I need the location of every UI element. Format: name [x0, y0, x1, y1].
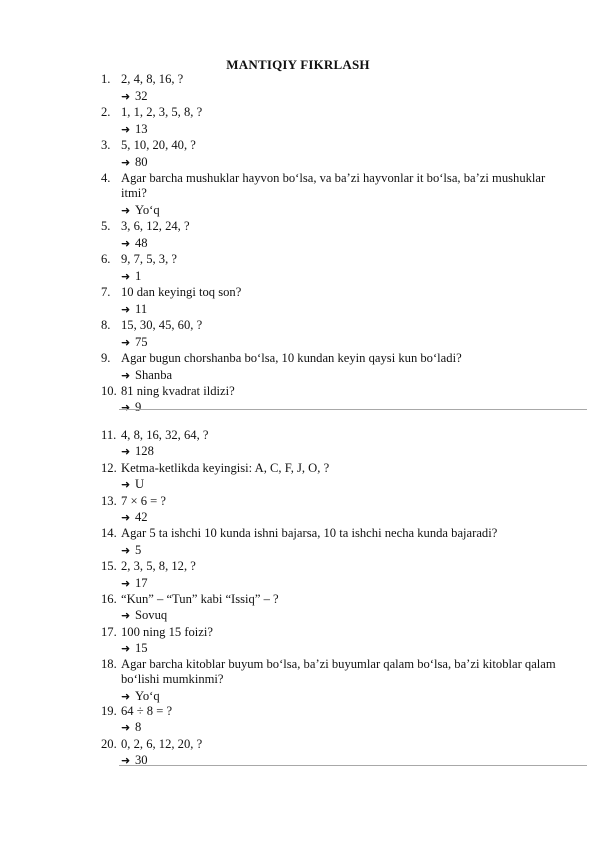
- answer-text: 30: [135, 753, 148, 767]
- arrow-right-icon: ➜: [121, 303, 131, 316]
- answer-text: 80: [135, 155, 148, 169]
- question-number: 6.: [101, 252, 111, 266]
- section-divider: [119, 765, 587, 766]
- arrow-right-icon: ➜: [121, 690, 131, 703]
- question-text: 7 × 6 = ?: [121, 494, 166, 508]
- question-text: 4, 8, 16, 32, 64, ?: [121, 428, 209, 442]
- question-number: 14.: [101, 526, 117, 540]
- question-text: 81 ning kvadrat ildizi?: [121, 384, 235, 398]
- question-number: 16.: [101, 592, 117, 606]
- answer-text: 32: [135, 89, 148, 103]
- question-text: Agar 5 ta ishchi 10 kunda ishni bajarsa, 10 ta ishchi necha kunda bajaradi?: [121, 526, 498, 540]
- question-text: 15, 30, 45, 60, ?: [121, 318, 203, 332]
- question-number: 11.: [101, 428, 117, 442]
- answer-text: Shanba: [135, 368, 173, 382]
- arrow-right-icon: ➜: [121, 237, 131, 250]
- answer-line: [121, 510, 148, 525]
- answer-line: [121, 155, 148, 170]
- answer-line: [121, 302, 147, 317]
- answer-text: U: [135, 477, 145, 491]
- page-title: MANTIQIY FIKRLASH: [226, 57, 370, 72]
- question-text: 1, 1, 2, 3, 5, 8, ?: [121, 105, 203, 119]
- answer-text: 9: [135, 400, 142, 414]
- question-text: 100 ning 15 foizi?: [121, 625, 213, 639]
- answer-line: [121, 368, 172, 383]
- answer-line: [121, 335, 148, 350]
- answer-text: 8: [135, 720, 142, 734]
- arrow-right-icon: ➜: [121, 577, 131, 590]
- answer-text: 17: [135, 576, 148, 590]
- question-number: 3.: [101, 138, 111, 152]
- arrow-right-icon: ➜: [121, 642, 131, 655]
- arrow-right-icon: ➜: [121, 754, 131, 767]
- answer-line: [121, 608, 167, 623]
- answer-line: [121, 689, 160, 704]
- question-number: 5.: [101, 219, 111, 233]
- answer-line: [121, 477, 144, 492]
- answer-text: 1: [135, 269, 142, 283]
- answer-line: [121, 720, 141, 735]
- answer-text: Sovuq: [135, 608, 168, 622]
- answer-line: [121, 576, 148, 591]
- question-text: “Kun” – “Tun” kabi “Issiq” – ?: [121, 592, 279, 606]
- question-number: 12.: [101, 461, 117, 475]
- arrow-right-icon: ➜: [121, 478, 131, 491]
- question-text: 9, 7, 5, 3, ?: [121, 252, 177, 266]
- answer-text: 13: [135, 122, 148, 136]
- answer-line: [121, 400, 141, 415]
- question-text: 0, 2, 6, 12, 20, ?: [121, 737, 203, 751]
- question-text: 64 ÷ 8 = ?: [121, 704, 173, 718]
- section-divider: [119, 409, 587, 410]
- question-number: 10.: [101, 384, 117, 398]
- arrow-right-icon: ➜: [121, 445, 131, 458]
- question-text: 2, 4, 8, 16, ?: [121, 72, 184, 86]
- arrow-right-icon: ➜: [121, 511, 131, 524]
- answer-text: Yo‘q: [135, 203, 160, 217]
- question-number: 19.: [101, 704, 117, 718]
- arrow-right-icon: ➜: [121, 609, 131, 622]
- question-number: 8.: [101, 318, 111, 332]
- question-text: Agar barcha kitoblar buyum bo‘lsa, ba’zi buyumlar qalam bo‘lsa, ba’zi kitoblar qalam bo‘lishi mumkinmi?: [121, 657, 556, 686]
- question-number: 17.: [101, 625, 117, 639]
- question-text: Ketma-ketlikda keyingisi: A, C, F, J, O, ?: [121, 461, 330, 475]
- question-number: 2.: [101, 105, 111, 119]
- answer-text: 75: [135, 335, 148, 349]
- answer-line: [121, 543, 141, 558]
- arrow-right-icon: ➜: [121, 204, 131, 217]
- question-text: 2, 3, 5, 8, 12, ?: [121, 559, 196, 573]
- answer-line: [121, 236, 148, 251]
- question-number: 1.: [101, 72, 111, 86]
- answer-text: 15: [135, 641, 148, 655]
- answer-text: 48: [135, 236, 148, 250]
- answer-line: [121, 641, 148, 656]
- arrow-right-icon: ➜: [121, 721, 131, 734]
- question-text: 3, 6, 12, 24, ?: [121, 219, 190, 233]
- question-number: 13.: [101, 494, 117, 508]
- question-number: 15.: [101, 559, 117, 573]
- arrow-right-icon: ➜: [121, 90, 131, 103]
- answer-text: 42: [135, 510, 148, 524]
- answer-text: 128: [135, 444, 154, 458]
- arrow-right-icon: ➜: [121, 156, 131, 169]
- answer-text: 11: [135, 302, 148, 316]
- question-number: 4.: [101, 171, 111, 185]
- arrow-right-icon: ➜: [121, 401, 131, 414]
- question-number: 7.: [101, 285, 111, 299]
- arrow-right-icon: ➜: [121, 123, 131, 136]
- answer-line: [121, 122, 148, 137]
- arrow-right-icon: ➜: [121, 544, 131, 557]
- question-number: 18.: [101, 657, 117, 671]
- arrow-right-icon: ➜: [121, 270, 131, 283]
- question-number: 9.: [101, 351, 111, 365]
- question-text: 10 dan keyingi toq son?: [121, 285, 242, 299]
- arrow-right-icon: ➜: [121, 336, 131, 349]
- question-text: 5, 10, 20, 40, ?: [121, 138, 196, 152]
- answer-text: Yo‘q: [135, 689, 160, 703]
- question-number: 20.: [101, 737, 117, 751]
- answer-line: [121, 444, 154, 459]
- answer-line: [121, 269, 141, 284]
- answer-text: 5: [135, 543, 142, 557]
- arrow-right-icon: ➜: [121, 369, 131, 382]
- answer-line: [121, 89, 148, 104]
- question-text: Agar barcha mushuklar hayvon bo‘lsa, va ba’zi hayvonlar it bo‘lsa, ba’zi mushuklar itmi?: [121, 171, 546, 200]
- question-text: Agar bugun chorshanba bo‘lsa, 10 kundan keyin qaysi kun bo‘ladi?: [121, 351, 462, 365]
- answer-line: [121, 203, 160, 218]
